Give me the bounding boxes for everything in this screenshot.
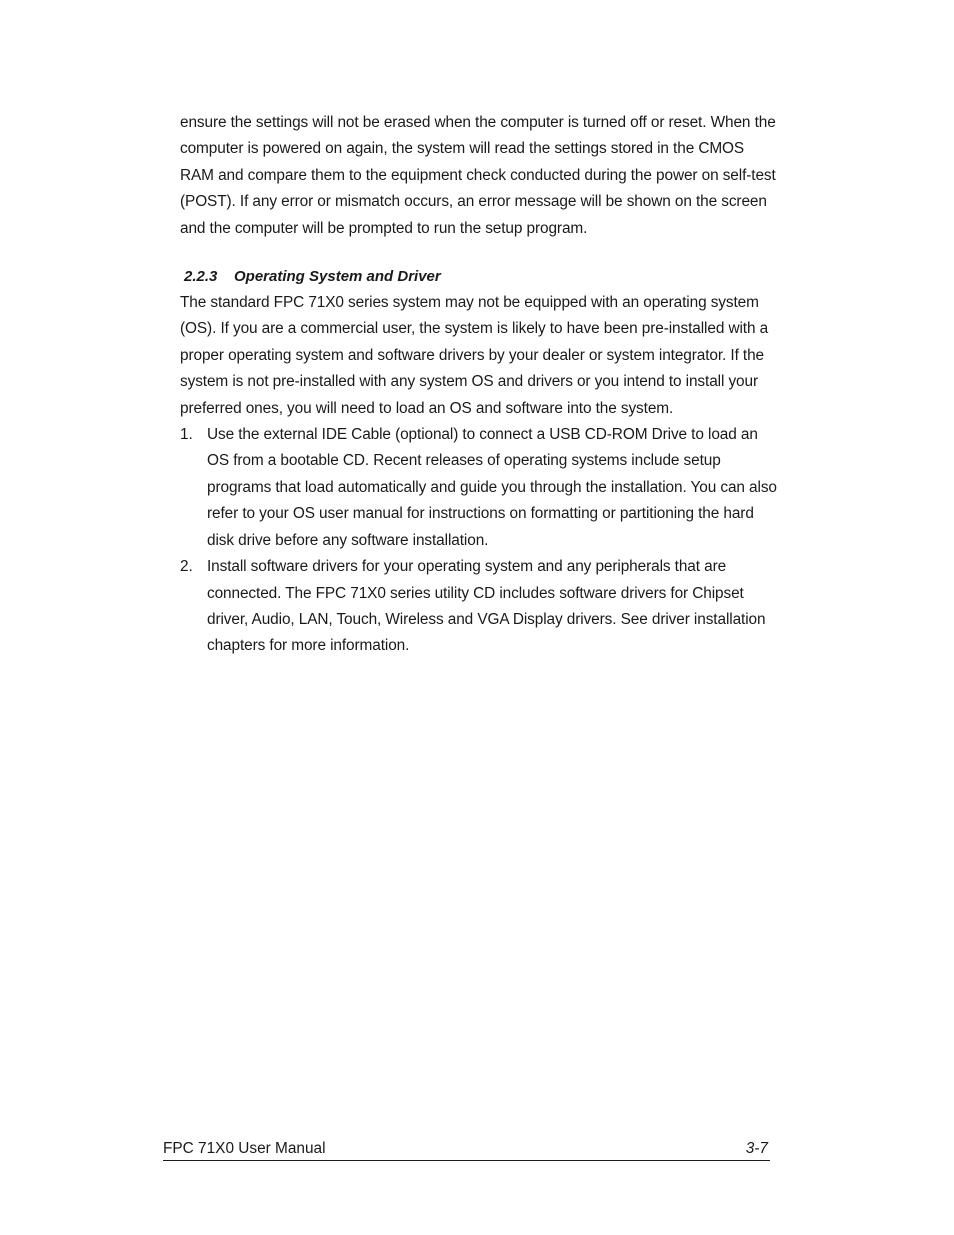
list-item [180,554,780,660]
section-title: Operating System and Driver [234,268,441,286]
page-content [180,110,780,660]
list-item [180,422,780,554]
intro-paragraph: ensure the settings will not be erased when the computer is turned off or reset. When the computer is powered on again, the system will read the settings stored in the CMOS RAM and compare them to the equipment check conducted during the power on self-test (POST). If any error or mismatch occurs, an error message will be shown on the screen and the computer will be prompted to run the setup program. [180,114,776,237]
footer-document-title: FPC 71X0 User Manual [163,1140,326,1157]
section-number: 2.2.3 [184,268,218,286]
step-number: 2. [180,558,193,576]
steps-list [180,422,780,660]
page-footer [163,1138,770,1161]
footer-page-number: 3-7 [745,1140,768,1157]
step-number: 1. [180,426,193,444]
step-text: Install software drivers for your operating system and any peripherals that are connected. The FPC 71X0 series utility CD includes software drivers for Chipset driver, Audio, LAN, Touch, Wireless and VGA Display drivers. See driver installation chapters for more information. [207,558,766,655]
step-text: Use the external IDE Cable (optional) to connect a USB CD-ROM Drive to load an OS from a bootable CD. Recent releases of operating systems include setup programs that load automatically and guide you through the installation. You can also refer to your OS user manual for instructions on formatting or partitioning the hard disk drive before any software installation. [207,426,777,549]
section-paragraph: The standard FPC 71X0 series system may not be equipped with an operating system (OS). If you are a commercial user, the system is likely to have been pre-installed with a proper operating system and software drivers by your dealer or system integrator. If the system is not pre-installed with any system OS and drivers or you intend to install your preferred ones, you will need to load an OS and software into the system. [180,294,769,417]
section-heading [184,264,780,290]
